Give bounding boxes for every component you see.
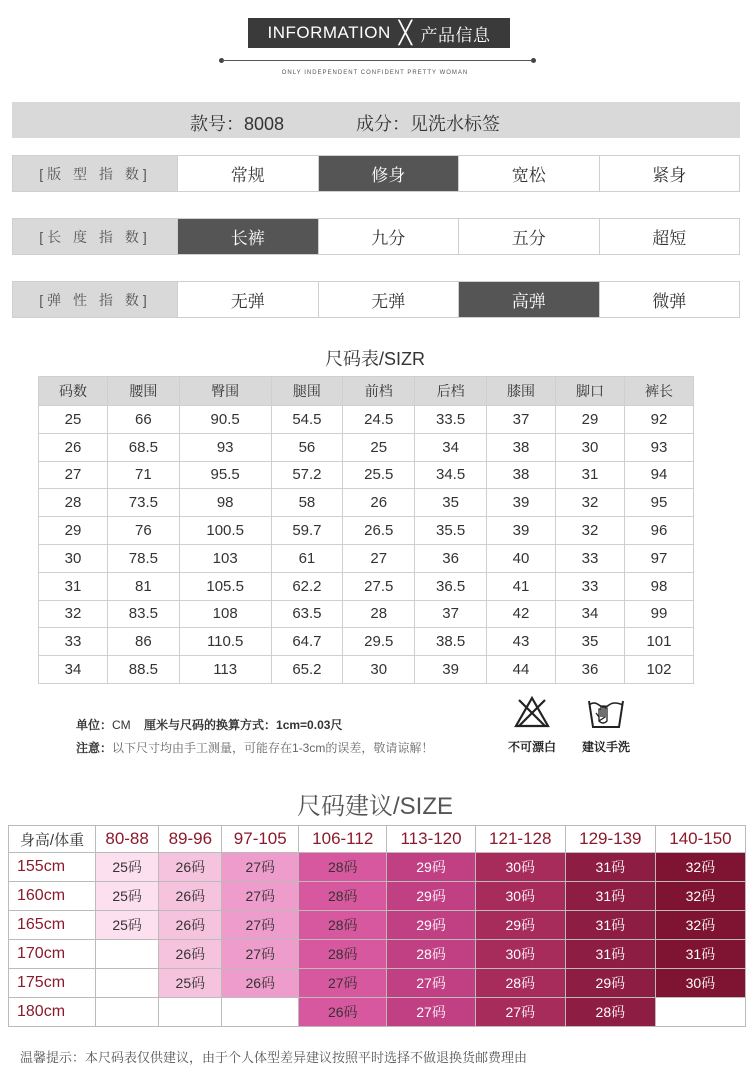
length-option: 超短 <box>599 219 740 254</box>
size-table-cell: 83.5 <box>107 600 179 628</box>
size-table-cell: 25 <box>39 406 108 434</box>
size-table-cell: 110.5 <box>179 628 271 656</box>
size-table-header: 后档 <box>415 377 487 406</box>
size-table-row <box>39 600 694 628</box>
size-recommend-cell: 30码 <box>475 882 565 911</box>
size-table-cell: 43 <box>487 628 556 656</box>
size-table-cell: 41 <box>487 572 556 600</box>
size-table-cell: 31 <box>556 461 625 489</box>
size-table-cell: 99 <box>624 600 693 628</box>
size-table-cell: 62.2 <box>271 572 343 600</box>
size-table-row <box>39 461 694 489</box>
size-table-cell: 29 <box>556 406 625 434</box>
height-label: 165cm <box>9 911 96 940</box>
size-recommend-cell: 25码 <box>159 969 222 998</box>
size-recommend-cell: 27码 <box>387 998 475 1027</box>
size-table-cell: 26 <box>343 489 415 517</box>
size-recommend-cell: 29码 <box>387 853 475 882</box>
elasticity-option-selected: 高弹 <box>458 282 599 317</box>
size-recommend-cell: 31码 <box>565 911 655 940</box>
size-table-cell: 98 <box>624 572 693 600</box>
size-table-cell: 29.5 <box>343 628 415 656</box>
recommend-corner: 身高/体重 <box>9 826 96 853</box>
unit-value: CM <box>112 718 131 732</box>
size-recommend-cell: 26码 <box>159 940 222 969</box>
size-table-cell: 98 <box>179 489 271 517</box>
elasticity-index-row <box>12 281 740 318</box>
size-table-cell: 93 <box>624 433 693 461</box>
fit-option: 紧身 <box>599 156 740 191</box>
weight-header: 89-96 <box>159 826 222 853</box>
size-table-cell: 27 <box>343 544 415 572</box>
unit-note <box>76 716 342 733</box>
size-recommend-cell: 31码 <box>655 940 745 969</box>
size-recommend-cell: 29码 <box>387 911 475 940</box>
size-table-cell: 33.5 <box>415 406 487 434</box>
size-recommend-cell: 28码 <box>299 911 387 940</box>
size-table-cell: 33 <box>556 572 625 600</box>
size-table-header: 腿围 <box>271 377 343 406</box>
caution-text: 以下尺寸均由手工测量，可能存在1-3cm的误差，敬请谅解！ <box>112 741 434 755</box>
size-table-cell: 40 <box>487 544 556 572</box>
size-recommend-cell: 28码 <box>475 969 565 998</box>
weight-header: 121-128 <box>475 826 565 853</box>
size-recommend-cell: 27码 <box>475 998 565 1027</box>
recommend-row <box>9 882 746 911</box>
size-table-cell: 92 <box>624 406 693 434</box>
size-recommend-cell: 28码 <box>299 853 387 882</box>
size-table-cell: 27.5 <box>343 572 415 600</box>
elasticity-option: 微弹 <box>599 282 740 317</box>
size-recommend-cell: 31码 <box>565 882 655 911</box>
header-title-cn: 产品信息 <box>420 25 491 45</box>
size-table-row <box>39 489 694 517</box>
header-divider <box>222 60 534 61</box>
size-table-cell: 29 <box>39 517 108 545</box>
size-table-cell: 38.5 <box>415 628 487 656</box>
size-table-cell: 30 <box>39 544 108 572</box>
size-table-cell: 30 <box>556 433 625 461</box>
size-recommend-cell <box>222 998 299 1027</box>
weight-header: 106-112 <box>299 826 387 853</box>
footer-tip: 温馨提示：本尺码表仅供建议，由于个人体型差异建议按照平时选择不做退换货邮费理由 <box>20 1050 528 1065</box>
size-table-cell: 38 <box>487 433 556 461</box>
size-table-cell: 96 <box>624 517 693 545</box>
size-table-cell: 25 <box>343 433 415 461</box>
size-table-cell: 94 <box>624 461 693 489</box>
fit-option: 常规 <box>177 156 318 191</box>
size-recommend-cell: 32码 <box>655 911 745 940</box>
size-table-row <box>39 572 694 600</box>
size-table-cell: 32 <box>556 517 625 545</box>
size-table-row <box>39 544 694 572</box>
size-table-cell: 59.7 <box>271 517 343 545</box>
weight-header: 113-120 <box>387 826 475 853</box>
caution-label: 注意： <box>76 741 113 755</box>
hand-wash-label: 建议手洗 <box>581 740 630 754</box>
size-table-header: 臀围 <box>179 377 271 406</box>
elasticity-option: 无弹 <box>318 282 459 317</box>
size-table-cell: 44 <box>487 656 556 684</box>
size-recommend-cell: 27码 <box>387 969 475 998</box>
weight-header: 140-150 <box>655 826 745 853</box>
length-option: 五分 <box>458 219 599 254</box>
size-table-cell: 71 <box>107 461 179 489</box>
size-table-cell: 36 <box>415 544 487 572</box>
product-info-bar <box>12 102 740 138</box>
size-table-cell: 56 <box>271 433 343 461</box>
size-table-cell: 95 <box>624 489 693 517</box>
size-recommend-cell: 28码 <box>299 940 387 969</box>
recommend-row <box>9 969 746 998</box>
material-info: 成分：见洗水标签 <box>356 114 500 134</box>
size-table-cell: 28 <box>343 600 415 628</box>
size-table-cell: 95.5 <box>179 461 271 489</box>
length-option-selected: 长裤 <box>177 219 318 254</box>
size-table-cell: 54.5 <box>271 406 343 434</box>
size-table-header: 脚口 <box>556 377 625 406</box>
size-recommend-cell: 25码 <box>96 911 159 940</box>
size-table-cell: 39 <box>487 489 556 517</box>
size-table-cell: 28 <box>39 489 108 517</box>
size-recommend-cell: 25码 <box>96 853 159 882</box>
length-option: 九分 <box>318 219 459 254</box>
size-table-cell: 37 <box>487 406 556 434</box>
size-table-header: 码数 <box>39 377 108 406</box>
size-table-cell: 68.5 <box>107 433 179 461</box>
size-table-cell: 25.5 <box>343 461 415 489</box>
size-table-cell: 34 <box>415 433 487 461</box>
no-bleach-icon <box>514 696 550 728</box>
size-recommend-cell: 27码 <box>222 853 299 882</box>
elasticity-index-label: [弹 性 指 数] <box>13 282 177 317</box>
fit-option: 宽松 <box>458 156 599 191</box>
size-table-row <box>39 517 694 545</box>
elasticity-option: 无弹 <box>177 282 318 317</box>
size-recommend-cell: 28码 <box>565 998 655 1027</box>
size-recommend-cell: 28码 <box>299 882 387 911</box>
recommend-row <box>9 998 746 1027</box>
size-table-cell: 39 <box>415 656 487 684</box>
height-label: 160cm <box>9 882 96 911</box>
size-recommend-cell: 27码 <box>222 882 299 911</box>
weight-header: 97-105 <box>222 826 299 853</box>
size-recommend-cell: 30码 <box>475 940 565 969</box>
fit-index-row <box>12 155 740 192</box>
size-recommend-cell <box>655 998 745 1027</box>
size-table-cell: 101 <box>624 628 693 656</box>
size-table-cell: 32 <box>39 600 108 628</box>
size-table-cell: 76 <box>107 517 179 545</box>
height-label: 180cm <box>9 998 96 1027</box>
size-table-cell: 24.5 <box>343 406 415 434</box>
size-table-cell: 32 <box>556 489 625 517</box>
size-recommend-cell: 27码 <box>299 969 387 998</box>
size-table-cell: 35 <box>415 489 487 517</box>
size-recommend-cell: 29码 <box>565 969 655 998</box>
size-table-cell: 108 <box>179 600 271 628</box>
size-recommend-cell <box>96 969 159 998</box>
size-table-cell: 65.2 <box>271 656 343 684</box>
size-recommend-cell: 30码 <box>475 853 565 882</box>
size-recommend-cell: 31码 <box>565 853 655 882</box>
size-table-cell: 63.5 <box>271 600 343 628</box>
size-recommend-cell: 31码 <box>565 940 655 969</box>
size-table-title: 尺码表/SIZR <box>324 349 425 369</box>
size-recommend-cell: 28码 <box>387 940 475 969</box>
style-number: 款号：8008 <box>190 114 285 134</box>
recommend-row <box>9 940 746 969</box>
size-recommend-cell: 26码 <box>222 969 299 998</box>
height-label: 175cm <box>9 969 96 998</box>
size-table-cell: 27 <box>39 461 108 489</box>
size-table-cell: 31 <box>39 572 108 600</box>
caution-note <box>76 739 433 756</box>
weight-header: 80-88 <box>96 826 159 853</box>
weight-header: 129-139 <box>565 826 655 853</box>
recommend-title: 尺码建议/SIZE <box>296 793 453 820</box>
size-recommend-cell <box>159 998 222 1027</box>
size-table-cell: 88.5 <box>107 656 179 684</box>
size-table-cell: 73.5 <box>107 489 179 517</box>
size-recommend-cell: 25码 <box>96 882 159 911</box>
conversion-note: 厘米与尺码的换算方式：1cm=0.03尺 <box>144 718 343 732</box>
size-table-cell: 37 <box>415 600 487 628</box>
size-recommend-table <box>8 825 746 1027</box>
size-table-cell: 105.5 <box>179 572 271 600</box>
size-table-cell: 33 <box>39 628 108 656</box>
size-table-cell: 34.5 <box>415 461 487 489</box>
height-label: 155cm <box>9 853 96 882</box>
size-table-cell: 81 <box>107 572 179 600</box>
size-recommend-cell: 26码 <box>159 911 222 940</box>
size-table-header: 膝围 <box>487 377 556 406</box>
size-recommend-cell: 27码 <box>222 911 299 940</box>
size-recommend-cell: 27码 <box>222 940 299 969</box>
size-table-cell: 78.5 <box>107 544 179 572</box>
length-index-label: [长 度 指 数] <box>13 219 177 254</box>
size-table-cell: 57.2 <box>271 461 343 489</box>
size-recommend-cell: 29码 <box>475 911 565 940</box>
header-separator: ╳ <box>398 20 413 45</box>
size-table-cell: 97 <box>624 544 693 572</box>
size-table-cell: 34 <box>556 600 625 628</box>
size-table-cell: 86 <box>107 628 179 656</box>
size-recommend-cell: 32码 <box>655 853 745 882</box>
size-table-cell: 102 <box>624 656 693 684</box>
size-table-cell: 26.5 <box>343 517 415 545</box>
size-recommend-cell: 30码 <box>655 969 745 998</box>
size-recommend-cell <box>96 940 159 969</box>
recommend-header-row <box>9 826 746 853</box>
size-recommend-cell: 26码 <box>159 853 222 882</box>
height-label: 170cm <box>9 940 96 969</box>
size-table-cell: 34 <box>39 656 108 684</box>
size-table-cell: 113 <box>179 656 271 684</box>
size-table-cell: 100.5 <box>179 517 271 545</box>
size-table-cell: 61 <box>271 544 343 572</box>
size-table-row <box>39 628 694 656</box>
size-table-cell: 90.5 <box>179 406 271 434</box>
fit-option-selected: 修身 <box>318 156 459 191</box>
header-title-en: INFORMATION <box>267 23 391 42</box>
no-bleach-label: 不可漂白 <box>507 740 556 754</box>
recommend-row <box>9 911 746 940</box>
divider-dot-right <box>531 58 536 63</box>
size-recommend-cell: 26码 <box>159 882 222 911</box>
size-table <box>38 376 694 684</box>
size-table-row <box>39 433 694 461</box>
size-table-cell: 26 <box>39 433 108 461</box>
size-table-cell: 36 <box>556 656 625 684</box>
size-table-header: 前档 <box>343 377 415 406</box>
size-table-cell: 103 <box>179 544 271 572</box>
size-table-row <box>39 656 694 684</box>
size-table-cell: 39 <box>487 517 556 545</box>
size-recommend-cell <box>96 998 159 1027</box>
size-table-cell: 93 <box>179 433 271 461</box>
size-table-cell: 66 <box>107 406 179 434</box>
size-table-header-row <box>39 377 694 406</box>
header-banner <box>248 18 510 48</box>
size-table-cell: 38 <box>487 461 556 489</box>
size-table-row <box>39 406 694 434</box>
size-table-header: 裤长 <box>624 377 693 406</box>
unit-label: 单位： <box>76 718 113 732</box>
hand-wash-icon <box>588 697 624 729</box>
size-table-cell: 30 <box>343 656 415 684</box>
size-recommend-cell: 29码 <box>387 882 475 911</box>
recommend-row <box>9 853 746 882</box>
size-table-cell: 58 <box>271 489 343 517</box>
size-table-cell: 64.7 <box>271 628 343 656</box>
size-table-cell: 42 <box>487 600 556 628</box>
fit-index-label: [版 型 指 数] <box>13 156 177 191</box>
size-recommend-cell: 32码 <box>655 882 745 911</box>
size-table-cell: 35.5 <box>415 517 487 545</box>
size-recommend-cell: 26码 <box>299 998 387 1027</box>
size-table-cell: 36.5 <box>415 572 487 600</box>
header-subtitle: ONLY INDEPENDENT CONFIDENT PRETTY WOMAN <box>281 70 469 76</box>
size-table-cell: 33 <box>556 544 625 572</box>
size-table-header: 腰围 <box>107 377 179 406</box>
size-table-cell: 35 <box>556 628 625 656</box>
length-index-row <box>12 218 740 255</box>
